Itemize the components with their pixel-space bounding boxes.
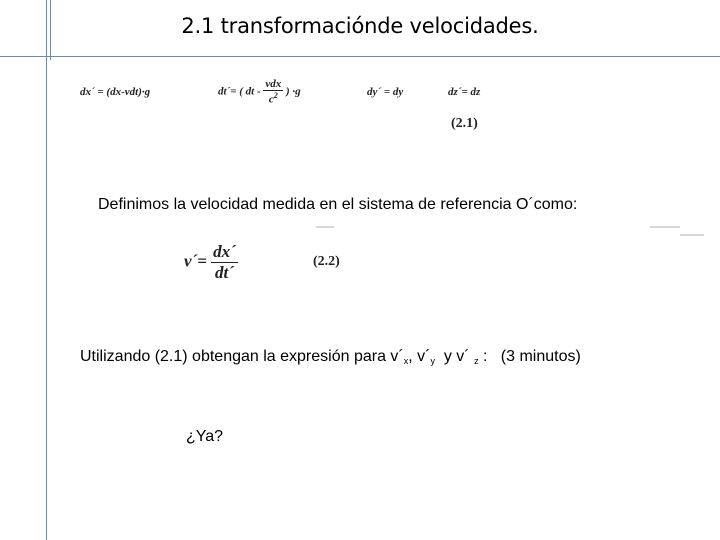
equation-dt-suffix: ) ·g [286, 85, 301, 98]
scan-artifact [316, 226, 334, 228]
equation-dt-den-base: c [268, 93, 274, 106]
left-vertical-rule [46, 0, 47, 540]
equation-velocity-lhs: v´= [184, 251, 207, 271]
task-sub-y: y [430, 356, 435, 366]
task-prefix: Utilizando (2.1) obtengan la expresión para v´ [80, 348, 404, 365]
equation-dt [218, 78, 301, 106]
task-sub-z: z [474, 356, 479, 366]
equation-dz: dz´= dz [448, 86, 481, 98]
equation-dt-prefix: dt´= ( dt - [218, 85, 261, 98]
task-text [80, 348, 581, 366]
equation-velocity-numerator: dx´ [213, 242, 236, 261]
scan-artifact [680, 234, 704, 236]
task-sep2: y v´ [434, 348, 475, 365]
equation-dt-fraction [263, 78, 283, 106]
equation-velocity-denominator: dt´ [215, 263, 234, 282]
task-sub-x: x [403, 356, 409, 366]
question-text: ¿Ya? [186, 428, 224, 445]
equation-velocity [184, 242, 238, 283]
task-suffix: : (3 minutos) [478, 348, 581, 365]
task-sep1: , v´ [408, 348, 431, 365]
scan-artifact [650, 226, 680, 228]
definition-text: Definimos la velocidad medida en el sistema de referencia O´como: [98, 196, 578, 213]
equation-dy: dy´ = dy [367, 86, 404, 98]
equation-label-2-1: (2.1) [451, 116, 478, 131]
slide-title: 2.1 transformaciónde velocidades. [181, 14, 539, 38]
equation-dt-denominator [263, 91, 283, 106]
equation-dt-den-exponent: 2 [273, 91, 278, 100]
equation-dx: dx´ = (dx-vdt)·g [80, 86, 151, 98]
title-horizontal-rule [0, 56, 720, 57]
equation-velocity-fraction [211, 242, 238, 283]
equation-label-2-2: (2.2) [313, 254, 340, 269]
equation-dt-numerator: vdx [265, 78, 282, 90]
